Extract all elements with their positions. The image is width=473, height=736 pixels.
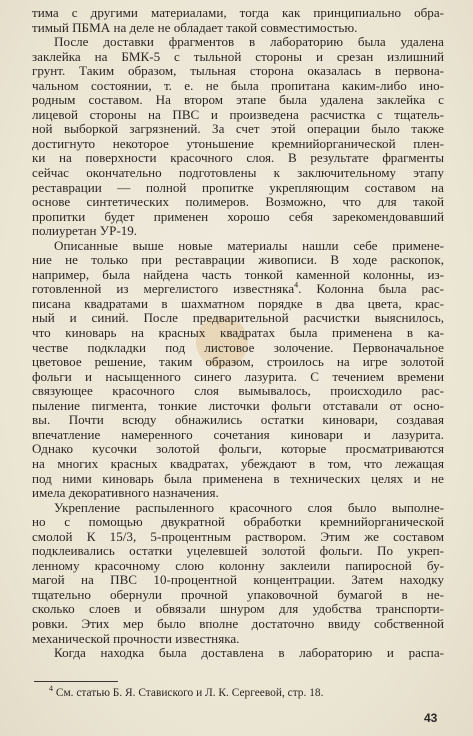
- footnote-separator: [34, 681, 118, 682]
- text-line: [32, 472, 444, 487]
- text-line: [32, 341, 444, 356]
- text-line: [32, 530, 444, 545]
- text-line-content: магой на ПВС 10-процентной концентрации. Затем находку: [32, 572, 444, 588]
- text-line: [32, 239, 444, 254]
- text-line: [32, 646, 444, 661]
- text-line-content: полиуретан УР-19.: [32, 223, 138, 239]
- text-line: [32, 617, 444, 632]
- footnote-text: См. статью Б. Я. Ставиского и Л. К. Сергеевой, стр. 18.: [53, 687, 324, 699]
- text-line-content: под ними киноварь была применена в технических целях и не: [32, 470, 444, 486]
- text-line-content: ленному красочному слою колонну заклеили папиросной бу-: [32, 557, 444, 573]
- text-line-content: ный и синий. После предварительной расчистки выяснилось,: [32, 310, 444, 326]
- text-line: [32, 122, 444, 137]
- text-line-content: основе синтетических полимеров. Возможно, что для такой: [32, 194, 444, 210]
- text-line-content: сейчас окончательно подготовлены к заключительному этапу: [32, 165, 444, 181]
- text-line: [32, 195, 444, 210]
- text-line-content: механической прочности известняка.: [32, 630, 240, 646]
- text-line-content: тщательно обернули прочной упаковочной бумагой в не-: [32, 586, 444, 602]
- text-line: [32, 253, 444, 268]
- text-line: [32, 602, 444, 617]
- text-line-content: чальном состоянии, т. е. не была пропитана каким-либо ино-: [32, 77, 444, 93]
- text-line: [32, 282, 444, 297]
- text-line-content: ровки. Этих мер было вполне достаточно ввиду собственной: [32, 615, 444, 631]
- text-line: [32, 428, 444, 443]
- body-text: [32, 6, 444, 661]
- text-line-content: Укрепление распыленного красочного слоя было выполне-: [54, 499, 444, 515]
- text-line: [32, 457, 444, 472]
- text-line-content: ной выборкой загрязнений. За счет этой операции было также: [32, 121, 444, 137]
- text-line-content: тима с другими материалами, тогда как принципиально обра-: [32, 5, 444, 20]
- text-line: [32, 370, 444, 385]
- text-line: [32, 486, 444, 501]
- text-line-content: сколько слоев и обвязали шнуром для удобства транспорти-: [32, 601, 444, 617]
- text-line-content: заклейка на БМК-5 с тыльной стороны и срезан излишний: [32, 48, 444, 64]
- footnote-reference: 4: [294, 281, 299, 291]
- text-line-content: писана квадратами в шахматном порядке в два цвета, крас-: [32, 295, 444, 311]
- text-line-content: на многих красных квадратах, убеждают в том, что лежащая: [32, 455, 444, 471]
- text-line: [32, 64, 444, 79]
- text-line: [32, 544, 444, 559]
- text-line: [32, 632, 444, 647]
- text-line-content: что киноварь на красных квадратах была применена в ка-: [32, 325, 444, 341]
- text-line-content: грунт. Таким образом, тыльная сторона оказалась в первона-: [32, 63, 444, 79]
- text-line-content: готовленной из мергелистого известняка: [32, 281, 295, 297]
- text-line-content: После доставки фрагментов в лабораторию была удалена: [54, 34, 444, 50]
- text-line: [32, 79, 444, 94]
- text-line: [32, 515, 444, 530]
- text-line: [32, 151, 444, 166]
- text-line: [32, 210, 444, 225]
- text-line: [32, 93, 444, 108]
- text-line: [32, 588, 444, 603]
- text-line: [32, 166, 444, 181]
- text-line: [32, 137, 444, 152]
- text-line: [32, 6, 444, 21]
- text-line-content: Описанные выше новые материалы нашли себе примене-: [54, 237, 444, 253]
- text-line-content: имела декоративного назначения.: [32, 485, 219, 501]
- text-line-content: лицевой стороны на ПВС и произведена расчистка с тщатель-: [32, 106, 444, 122]
- text-line-content: вы. Почти всюду обнажились остатки киновари, создавая: [32, 412, 444, 428]
- text-line-content: фольги и насыщенного синего лазурита. С течением времени: [32, 368, 444, 384]
- text-line-content: достигнуто некоторое утоньшение кремнийорганической плен-: [32, 135, 444, 151]
- text-line-content: реставрации — полной пропитке укрепляющим составом на: [32, 179, 444, 195]
- text-line-content: пыление пигмента, тонкие листочки фольги отставали от осно-: [32, 397, 444, 413]
- text-line-content: ние не только при реставрации живописи. В ходе раскопок,: [32, 252, 444, 268]
- text-line-content: тимый ПБМА на деле не обладает такой совместимостью.: [32, 19, 358, 35]
- text-line-content: но с помощью двукратной обработки кремнийорганической: [32, 514, 444, 530]
- text-line: [32, 384, 444, 399]
- text-line-continuation: . Колонна была рас-: [298, 281, 444, 297]
- text-line: [32, 355, 444, 370]
- text-line-content: например, была найдена часть тонкой каменной колонны, из-: [32, 266, 444, 282]
- text-line: [32, 297, 444, 312]
- text-line-content: родным составом. На втором этапе была удалена заклейка с: [32, 92, 444, 108]
- text-line-content: подклеивались остатки уцелевшей золотой фольги. По укреп-: [32, 543, 444, 559]
- text-line-content: смолой К 15/3, 5-процентным раствором. Этим же составом: [32, 528, 444, 544]
- text-line: [32, 108, 444, 123]
- text-line: [32, 501, 444, 516]
- text-line: [32, 224, 444, 239]
- footnote-marker: 4: [49, 684, 53, 694]
- text-line: [32, 181, 444, 196]
- text-line: [32, 399, 444, 414]
- text-line-content: связующее красочного слоя вымывалось, происходило рас-: [32, 383, 444, 399]
- text-line: [32, 21, 444, 36]
- text-line: [32, 442, 444, 457]
- text-line-content: честве подкладки под листовое золочение. Первоначальное: [32, 339, 444, 355]
- text-line: [32, 311, 444, 326]
- text-line-content: Однако кусочки золотой фольги, которые просматриваются: [32, 441, 444, 457]
- text-line: [32, 50, 444, 65]
- text-line-content: впечатление намеренного сочетания киновари и лазурита.: [32, 426, 444, 442]
- text-line: [32, 326, 444, 341]
- text-line: [32, 35, 444, 50]
- footnote: [49, 684, 324, 699]
- text-line: [32, 573, 444, 588]
- text-line-content: ки на поверхности красочного слоя. В результате фрагменты: [32, 150, 444, 166]
- page-number: 43: [424, 711, 438, 725]
- text-line: [32, 559, 444, 574]
- text-line: [32, 413, 444, 428]
- text-line-content: пропитки будет применен хорошо себя зарекомендовавший: [32, 208, 444, 224]
- text-line-content: цветовое решение, таким образом, строилось на игре золотой: [32, 354, 444, 370]
- text-line-content: Когда находка была доставлена в лабораторию и распа-: [54, 645, 444, 661]
